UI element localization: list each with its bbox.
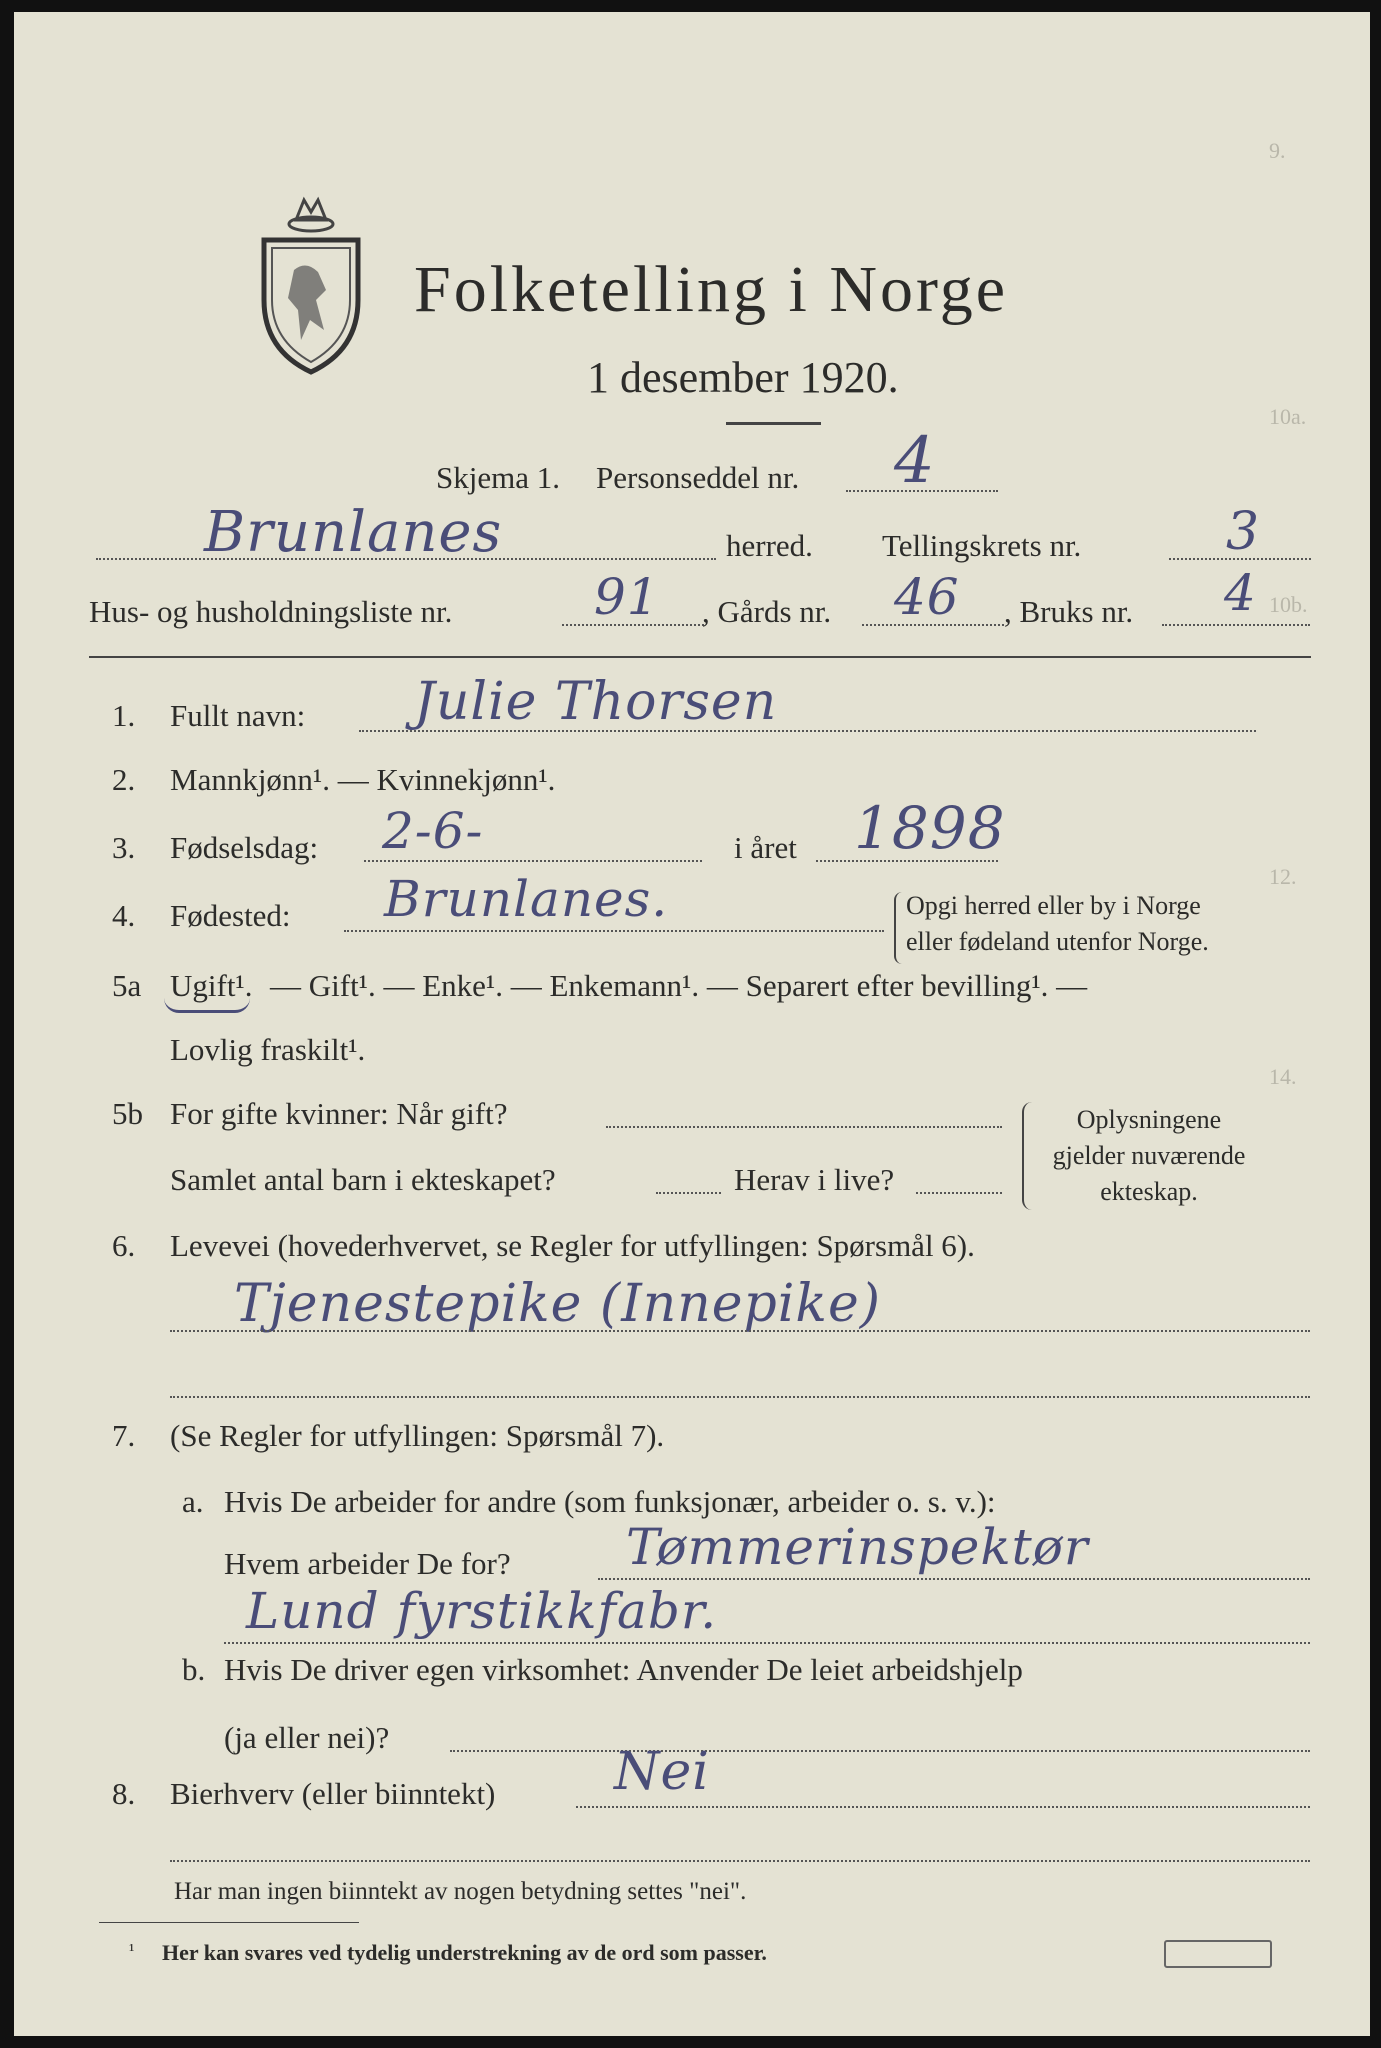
q5a-ugift-underline — [164, 998, 250, 1013]
q5b-note2: gjelder nuværende — [1052, 1141, 1246, 1170]
personseddel-value: 4 — [894, 424, 936, 498]
q3-line — [364, 860, 702, 862]
q5b-line2: Samlet antal barn i ekteskapet? — [170, 1162, 556, 1197]
q7b-line1: Hvis De driver egen virksomhet: Anvender De leiet arbeidshjelp — [224, 1652, 1023, 1687]
bruks-value: 4 — [1224, 564, 1257, 622]
q1-label: Fullt navn: — [170, 698, 306, 733]
footnote-marker: ¹ — [129, 1940, 135, 1960]
q5b-note-brace — [1022, 1102, 1034, 1210]
census-form-page — [14, 12, 1370, 2036]
personseddel-label: Personseddel nr. — [596, 460, 800, 495]
q4-number: 4. — [112, 898, 136, 933]
footnote-rule — [99, 1922, 359, 1923]
q7b-line2: (ja eller nei)? — [224, 1720, 390, 1755]
q8-label: Bierhverv (eller biinntekt) — [170, 1776, 496, 1811]
q5b-note1: Oplysningene — [1076, 1105, 1222, 1134]
q7b-letter: b. — [182, 1652, 206, 1687]
q6-line2 — [170, 1396, 1310, 1398]
q6-number: 6. — [112, 1228, 136, 1263]
q5a-options: — Gift¹. — Enke¹. — Enkemann¹. — Separert efter bevilling¹. — — [270, 968, 1088, 1003]
q1-full-name-value: Julie Thorsen — [414, 672, 778, 732]
bruks-label: , Bruks nr. — [1004, 594, 1134, 629]
q7a-line2: Hvem arbeider De for? — [224, 1546, 511, 1581]
q1-number: 1. — [112, 698, 136, 733]
q4-note-line1: Opgi herred eller by i Norge — [906, 891, 1201, 920]
q5b-note3: ekteskap. — [1100, 1177, 1198, 1206]
q4-line — [344, 930, 884, 932]
q5b-live-label: Herav i live? — [734, 1162, 895, 1197]
q7a-line — [598, 1578, 1310, 1580]
q4-label: Fødested: — [170, 898, 291, 933]
q3-year-value: 1898 — [854, 794, 1006, 862]
herred-label: herred. — [726, 528, 813, 563]
q3-birthday-value: 2-6- — [382, 802, 484, 860]
herred-value: Brunlanes — [204, 500, 503, 565]
q5a-number: 5a — [112, 968, 142, 1003]
census-date: 1 desember 1920. — [587, 353, 899, 402]
bleed-through: 10a. — [1269, 404, 1307, 429]
q2-gender-label: Mannkjønn¹. — Kvinnekjønn¹. — [170, 762, 556, 797]
gards-label: , Gårds nr. — [702, 594, 832, 629]
q3-number: 3. — [112, 830, 136, 865]
bruks-line — [1162, 624, 1310, 626]
husliste-value: 91 — [594, 568, 660, 626]
q4-note-brace — [894, 892, 904, 964]
q2-number: 2. — [112, 762, 136, 797]
q7a-letter: a. — [182, 1484, 204, 1519]
q3-year-label: i året — [734, 830, 797, 865]
q7-number: 7. — [112, 1418, 136, 1453]
q5b-married-line — [606, 1126, 1002, 1128]
footer-note: Har man ingen biinntekt av nogen betydning settes "nei". — [174, 1878, 747, 1905]
bleed-through: 12. — [1269, 864, 1297, 889]
q6-line1 — [170, 1330, 1310, 1332]
tellingskrets-label: Tellingskrets nr. — [882, 528, 1082, 563]
q6-occupation-value: Tjenestepike (Innepike) — [234, 1274, 881, 1334]
q7a-employer-value2: Lund fyrstikkfabr. — [246, 1582, 718, 1640]
q6-label: Levevei (hovederhvervet, se Regler for utfyllingen: Spørsmål 6). — [170, 1228, 975, 1263]
footnote-text: Her kan svares ved tydelig understrekning av de ord som passer. — [162, 1940, 767, 1965]
q7a-line1: Hvis De arbeider for andre (som funksjonær, arbeider o. s. v.): — [224, 1484, 996, 1519]
q5b-number: 5b — [112, 1096, 143, 1131]
q7a-line2-rule — [224, 1642, 1310, 1644]
q4-birthplace-value: Brunlanes. — [384, 870, 669, 928]
q5a-line2: Lovlig fraskilt¹. — [170, 1032, 366, 1067]
q7-label: (Se Regler for utfyllingen: Spørsmål 7). — [170, 1418, 665, 1453]
skjema-label: Skjema 1. — [436, 460, 560, 495]
q5a-ugift: Ugift¹. — [170, 968, 253, 1003]
q8-value: Nei — [614, 1742, 710, 1802]
husliste-label: Hus- og husholdningsliste nr. — [89, 594, 453, 629]
bleed-through: 14. — [1269, 1064, 1297, 1089]
title-rule — [726, 422, 821, 425]
q5b-live-line — [916, 1192, 1002, 1194]
q5b-children-line — [656, 1192, 721, 1194]
q8-line — [576, 1806, 1310, 1808]
norway-coat-of-arms-icon — [246, 180, 376, 385]
q4-note-line2: eller fødeland utenfor Norge. — [906, 927, 1209, 956]
q8-line2 — [170, 1860, 1310, 1862]
q7b-line — [450, 1750, 1310, 1752]
printer-stamp — [1164, 1940, 1272, 1968]
q5b-line1: For gifte kvinner: Når gift? — [170, 1096, 508, 1131]
section-rule — [89, 656, 1311, 658]
form-title: Folketelling i Norge — [414, 253, 1009, 326]
q7a-employer-value1: Tømmerinspektør — [626, 1518, 1089, 1576]
bleed-through: 9. — [1269, 138, 1286, 163]
tellingskrets-value: 3 — [1226, 502, 1261, 562]
q3-label: Fødselsdag: — [170, 830, 319, 865]
bleed-through: 10b. — [1269, 592, 1308, 617]
q8-number: 8. — [112, 1776, 136, 1811]
gards-value: 46 — [894, 568, 960, 626]
